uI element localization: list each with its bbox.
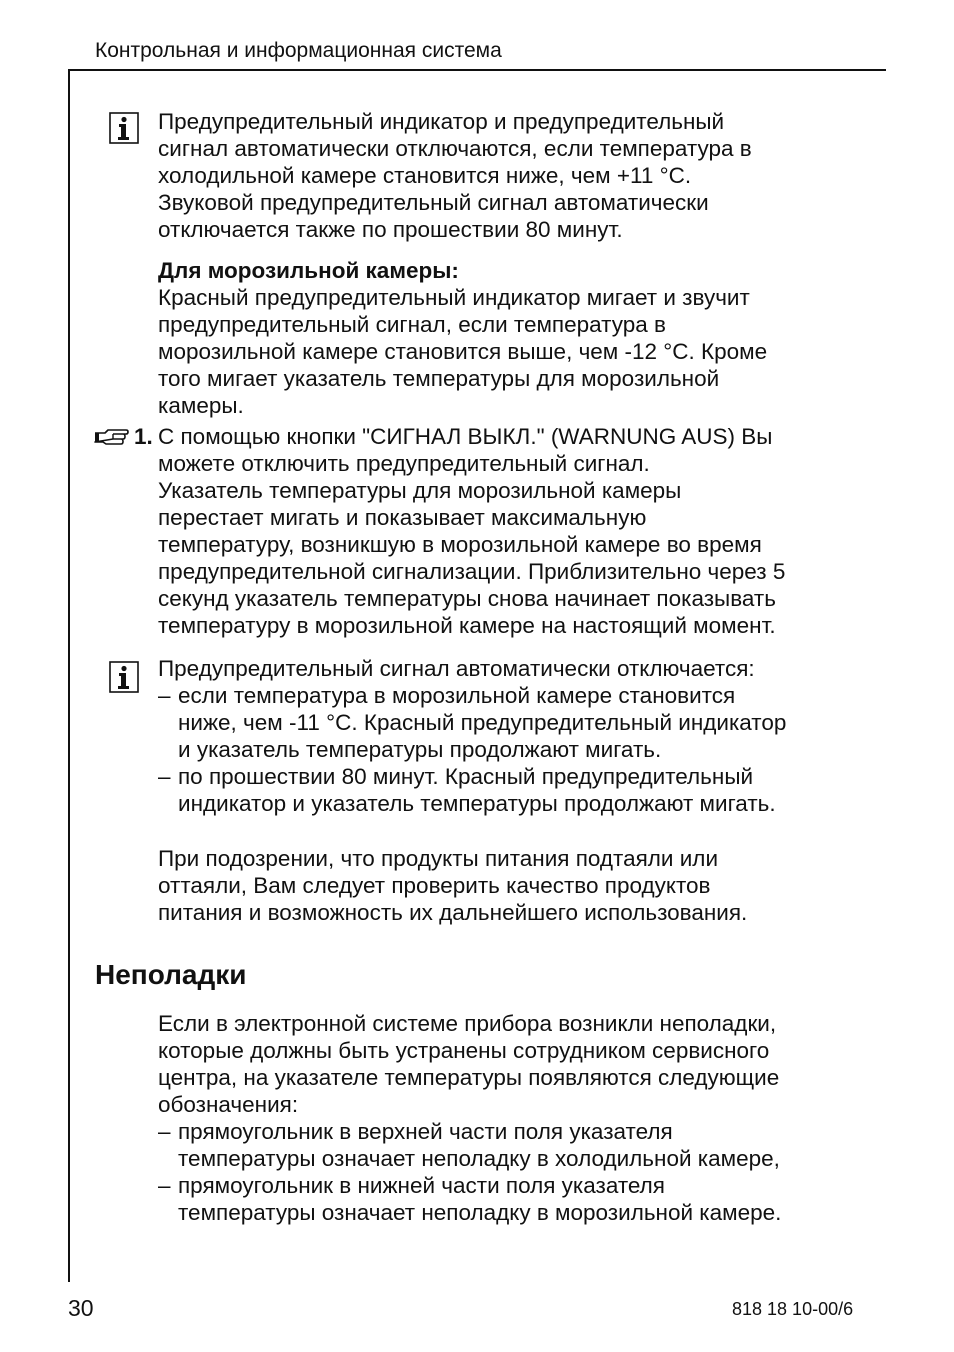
text-line: температуры означает неполадку в холодильной камере, [178, 1146, 780, 1171]
note-alarm-auto-off [158, 655, 878, 817]
text-line: и указатель температуры продолжают мигать. [178, 737, 662, 762]
text-line: индикатор и указатель температуры продолжают мигать. [178, 791, 776, 816]
text-line: отключается также по прошествии 80 минут. [158, 217, 623, 242]
text-line: прямоугольник в верхней части поля указателя [178, 1119, 673, 1144]
text-line: прямоугольник в нижней части поля указателя [178, 1173, 665, 1198]
text-line: оттаяли, Вам следует проверить качество продуктов [158, 873, 711, 898]
text-line: питания и возможность их дальнейшего использования. [158, 900, 748, 925]
margin-rule [68, 69, 70, 1282]
text-line: обозначения: [158, 1092, 299, 1117]
text-line: сигнал автоматически отключаются, если температура в [158, 136, 752, 161]
header-divider [68, 69, 886, 71]
text-line: предупредительный сигнал, если температура в [158, 312, 666, 337]
text-line: того мигает указатель температуры для морозильной [158, 366, 720, 391]
section-heading: Неполадки [95, 959, 247, 990]
step-number: 1. [134, 424, 153, 449]
text-line: температуру в морозильной камере на настоящий момент. [158, 613, 776, 638]
text-line: ниже, чем -11 °C. Красный предупредительный индикатор [178, 710, 787, 735]
text-line: Предупредительный сигнал автоматически отключается: [158, 656, 755, 681]
text-line: перестает мигать и показывает максимальную [158, 505, 647, 530]
text-line: температуру, возникшую в морозильной камере во время [158, 532, 762, 557]
list-item [158, 1172, 878, 1226]
text-line: температуры означает неполадку в морозильной камере. [178, 1200, 782, 1225]
note-refrigerator-warning [158, 108, 878, 243]
text-line: Предупредительный индикатор и предупредительный [158, 109, 725, 134]
text-line: морозильной камере становится выше, чем -12 °C. Кроме [158, 339, 768, 364]
running-header: Контрольная и информационная система [95, 39, 502, 62]
text-line: центра, на указателе температуры появляются следующие [158, 1065, 780, 1090]
thaw-paragraph [158, 845, 878, 926]
document-code: 818 18 10-00/6 [732, 1299, 854, 1319]
list-item [158, 1118, 878, 1172]
text-line: Красный предупредительный индикатор мигает и звучит [158, 285, 750, 310]
text-line: можете отключить предупредительный сигнал. [158, 451, 650, 476]
list-dash: – [158, 764, 171, 789]
list-item [158, 682, 878, 763]
info-icon [109, 112, 139, 144]
freezer-paragraph [158, 257, 878, 419]
text-line: холодильной камере становится ниже, чем +11 °C. [158, 163, 692, 188]
list-dash: – [158, 1173, 171, 1198]
text-line: камеры. [158, 393, 244, 418]
text-line: секунд указатель температуры снова начинает показывать [158, 586, 776, 611]
list-dash: – [158, 1119, 171, 1144]
info-icon [109, 661, 139, 693]
text-line: по прошествии 80 минут. Красный предупредительный [178, 764, 754, 789]
pointing-hand-icon [93, 427, 129, 447]
step-alarm-off [158, 423, 878, 639]
text-line: которые должны быть устранены сотрудником сервисного [158, 1038, 770, 1063]
freezer-heading: Для морозильной камеры: [158, 258, 459, 283]
page-number: 30 [68, 1295, 94, 1321]
troubles-paragraph [158, 1010, 878, 1226]
text-line: если температура в морозильной камере становится [178, 683, 736, 708]
text-line: При подозрении, что продукты питания подтаяли или [158, 846, 719, 871]
text-line: Если в электронной системе прибора возникли неполадки, [158, 1011, 777, 1036]
list-item [158, 763, 878, 817]
text-line: предупредительной сигнализации. Приблизительно через 5 [158, 559, 786, 584]
text-line: Звуковой предупредительный сигнал автоматически [158, 190, 709, 215]
text-line: С помощью кнопки "СИГНАЛ ВЫКЛ." (WARNUNG AUS) Вы [158, 424, 773, 449]
list-dash: – [158, 683, 171, 708]
text-line: Указатель температуры для морозильной камеры [158, 478, 682, 503]
